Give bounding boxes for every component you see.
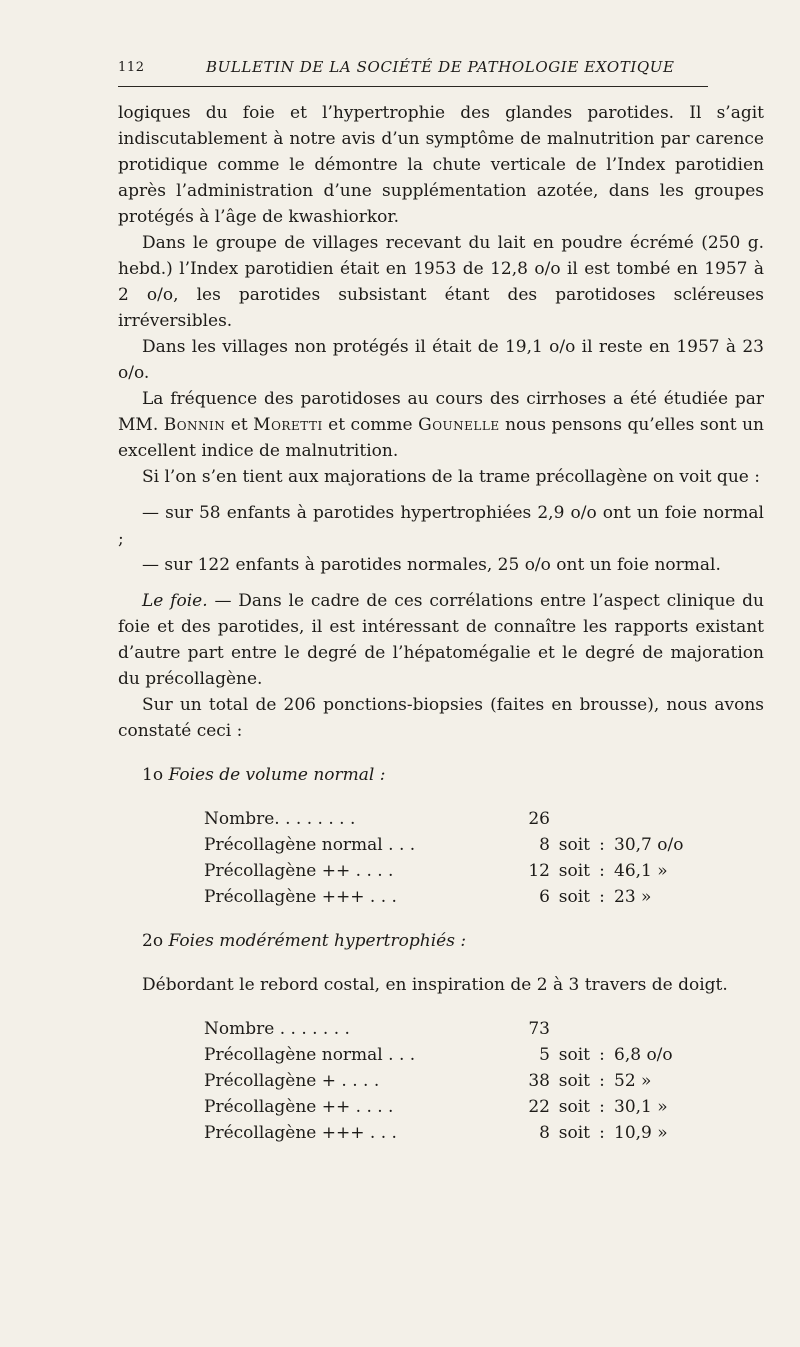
paragraph: Débordant le rebord costal, en inspiration de 2 à 3 travers de doigt. (142, 975, 728, 995)
row-label: Précollagène + . . . . (204, 1071, 380, 1091)
table-row (204, 1068, 764, 1094)
row-count: 38 (528, 1071, 550, 1091)
row-percent: 46,1 » (614, 861, 668, 881)
row-percent: 52 » (614, 1071, 652, 1091)
row-percent (614, 806, 694, 832)
row-label: Précollagène normal . . . (204, 835, 416, 855)
subsection-heading (118, 928, 764, 954)
journal-title: BULLETIN DE LA SOCIÉTÉ DE PATHOLOGIE EXOTIQUE (206, 58, 675, 76)
table-row (204, 1016, 764, 1042)
row-colon: : (599, 1123, 605, 1143)
row-label: Précollagène +++ . . . (204, 887, 397, 907)
row-percent: 30,7 o/o (614, 835, 684, 855)
row-count: 12 (528, 861, 550, 881)
running-header (118, 58, 700, 82)
row-label: Précollagène ++ . . . . (204, 1097, 394, 1117)
row-soit: soit (558, 1123, 590, 1143)
row-soit: soit (558, 1045, 590, 1065)
paragraph: Sur un total de 206 ponctions-biopsies (faites en brousse), nous avons constaté ceci : (118, 695, 764, 741)
row-colon (590, 806, 614, 832)
row-soit: soit (558, 1097, 590, 1117)
header-rule (118, 86, 708, 87)
row-count: 6 (539, 887, 550, 907)
text-run: et (225, 415, 254, 435)
results-table-normal (118, 806, 764, 910)
row-colon: : (599, 887, 605, 907)
row-soit (550, 806, 590, 832)
author-name: Gounelle (418, 415, 500, 435)
row-label: Précollagène ++ . . . . (204, 861, 394, 881)
subsection-title: Foies modérément hypertrophiés : (168, 931, 467, 951)
row-soit: soit (558, 835, 590, 855)
subsection-number: 1o (142, 765, 164, 785)
page-number: 112 (118, 60, 145, 75)
row-count: 26 (528, 809, 550, 829)
article-body (118, 100, 764, 1146)
table-row (204, 1042, 764, 1068)
table-row (204, 1094, 764, 1120)
row-count: 8 (539, 1123, 550, 1143)
paragraph: Si l’on s’en tient aux majorations de la trame précollagène on voit que : (142, 467, 760, 487)
row-count: 22 (528, 1097, 550, 1117)
row-label: Précollagène normal . . . (204, 1045, 416, 1065)
row-colon: : (599, 835, 605, 855)
text-run: — Dans le cadre de ces corrélations entre l’aspect clinique du foie et des parotides, il est intéressant de connaître les rapports existant d’autre part entre le degré de l’hépatomégalie et le degré de majoration du précollagène. (118, 591, 764, 689)
table-row (204, 832, 764, 858)
table-row (204, 806, 764, 832)
row-label: Nombre. . . . . . . . (204, 809, 356, 829)
row-soit (550, 1016, 590, 1042)
row-soit: soit (558, 1071, 590, 1091)
subsection-number: 2o (142, 931, 164, 951)
row-colon (590, 1016, 614, 1042)
results-table-hypertrophied (118, 1016, 764, 1146)
row-percent: 10,9 » (614, 1123, 668, 1143)
row-percent: 23 » (614, 887, 652, 907)
table-row (204, 1120, 764, 1146)
row-count: 73 (528, 1019, 550, 1039)
row-colon: : (599, 1045, 605, 1065)
row-soit: soit (558, 861, 590, 881)
subsection-title: Foies de volume normal : (168, 765, 386, 785)
paragraph: logiques du foie et l’hypertrophie des glandes parotides. Il s’agit indiscutablement à notre avis d’un symptôme de malnutrition par carence protidique comme le démontre la chute verticale de l’Index parotidien après l’administration d’une supplémentation azotée, dans les groupes protégés à l’âge de kwashiorkor. (118, 103, 764, 227)
text-run: nous pensons qu’elles sont un excellent indice de malnutrition. (118, 415, 765, 461)
author-name: Moretti (253, 415, 323, 435)
row-colon: : (599, 861, 605, 881)
table-row (204, 884, 764, 910)
text-run: La fréquence des parotidoses au cours des cirrhoses a été étudiée par MM. (118, 389, 764, 435)
row-count: 8 (539, 835, 550, 855)
paragraph: Dans les villages non protégés il était de 19,1 o/o il reste en 1957 à 23 o/o. (118, 337, 764, 383)
row-percent: 30,1 » (614, 1097, 668, 1117)
row-colon: : (599, 1097, 605, 1117)
paragraph (118, 588, 764, 692)
author-name: Bonnin (163, 415, 226, 435)
dash-item: — sur 122 enfants à parotides normales, 25 o/o ont un foie normal. (142, 555, 721, 575)
paragraph (118, 386, 764, 464)
section-title-liver: Le foie. (142, 591, 208, 611)
row-soit: soit (558, 887, 590, 907)
dash-item: — sur 58 enfants à parotides hypertrophiées 2,9 o/o ont un foie normal ; (118, 503, 764, 549)
row-percent (614, 1016, 694, 1042)
row-label: Nombre . . . . . . . (204, 1019, 350, 1039)
table-row (204, 858, 764, 884)
row-label: Précollagène +++ . . . (204, 1123, 397, 1143)
row-colon: : (599, 1071, 605, 1091)
row-count: 5 (539, 1045, 550, 1065)
row-percent: 6,8 o/o (614, 1045, 673, 1065)
paragraph: Dans le groupe de villages recevant du lait en poudre écrémé (250 g. hebd.) l’Index parotidien était en 1953 de 12,8 o/o il est tombé en 1957 à 2 o/o, les parotides subsistant étant des parotidoses scléreuses irréversibles. (118, 233, 764, 331)
text-run: et comme (322, 415, 419, 435)
subsection-heading (118, 762, 764, 788)
